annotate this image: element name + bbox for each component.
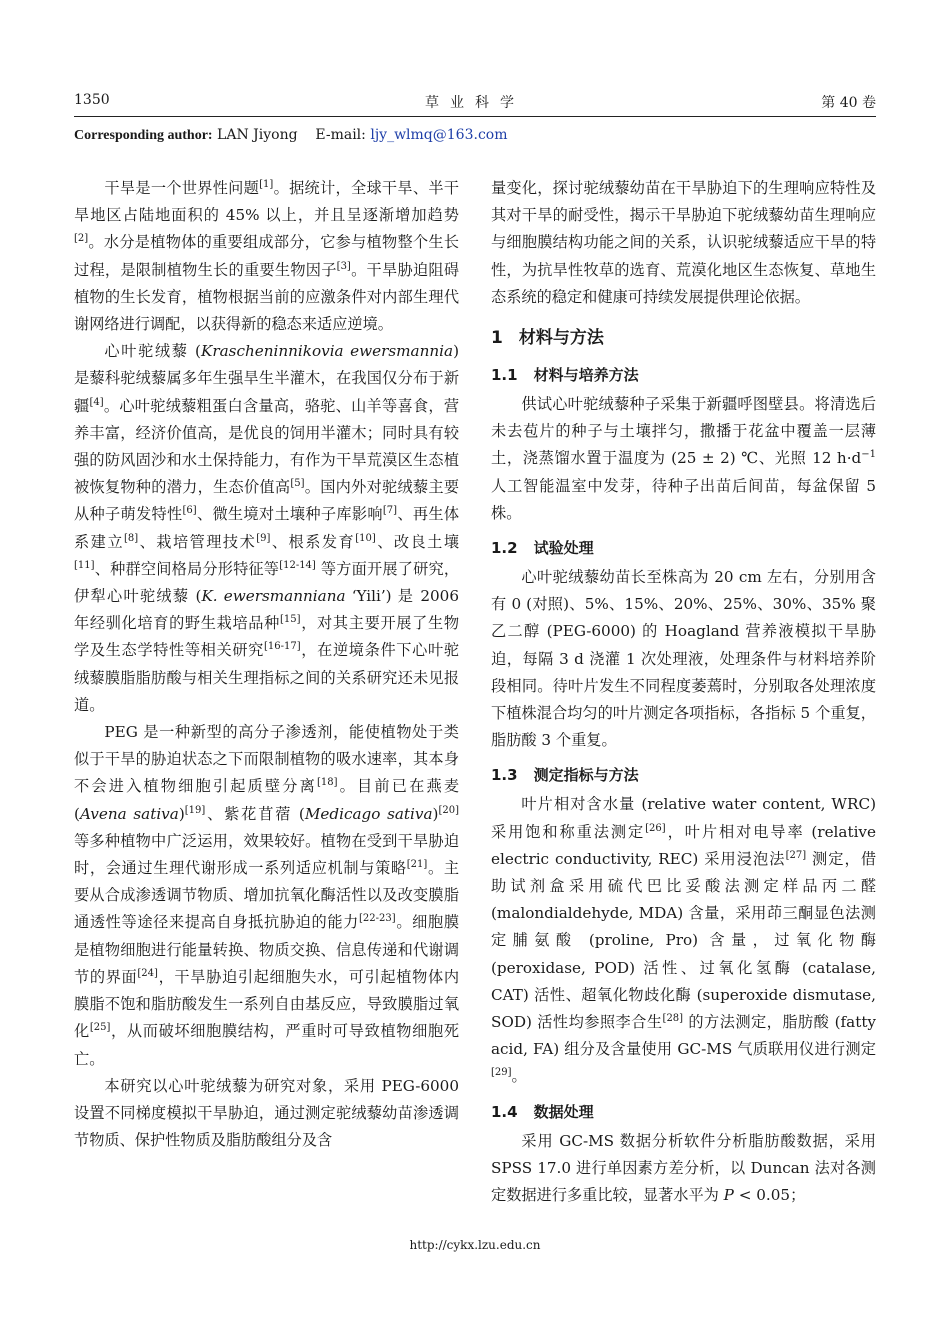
citation[interactable]: [6]: [182, 505, 197, 517]
citation[interactable]: [4]: [89, 396, 104, 408]
intro-paragraph-2: 心叶驼绒藜 (Krascheninnikovia ewersmannia) 是藜科驼绒藜属多年生强旱生半灌木，在我国仅分布于新疆[4]。心叶驼绒藜粗蛋白含量高，骆驼、山羊等喜食，营养丰富，经济价值高，是优良的饲用半灌木；同时具有较强的防风固沙和水土保持能力，有作为干旱荒漠区生态植被恢复物种的潜力，生态价值高[5]。国内外对驼绒藜主要从种子萌发特性[6]、微生境对土壤种子库影响[7]、再生体系建立[8]、栽培管理技术[9]、根系发育[10]、改良土壤[11]、种群空间格局分形特征等[12-14] 等方面开展了研究，伊犁心叶驼绒藜 (K. ewersmanniana ‘Yili’) 是 2006 年经驯化培育的野生栽培品种[15]，对其主要开展了生物学及生态学特性等相关研究[16-17]，在逆境条件下心叶驼绒藜膜脂脂肪酸与相关生理指标之间的关系研究还未见报道。: [74, 342, 460, 714]
author-name: LAN Jiyong: [212, 127, 298, 143]
citation[interactable]: [24]: [137, 967, 158, 979]
intro-paragraph-4-continued: 量变化，探讨驼绒藜幼苗在干旱胁迫下的生理响应特性及其对干旱的耐受性，揭示干旱胁迫下驼绒藜幼苗生理响应与细胞膜结构功能之间的关系，认识驼绒藜适应干旱的特性，为抗旱性牧草的选育、荒漠化地区生态恢复、草地生态系统的稳定和健康可持续发展提供理论依据。: [491, 179, 876, 306]
data-processing-paragraph: 采用 GC-MS 数据分析软件分析脂肪酸数据，采用 SPSS 17.0 进行单因素方差分析，以 Duncan 法对各测定数据进行多重比较，显著水平为 P < 0.05；: [491, 1131, 876, 1205]
citation[interactable]: [10]: [355, 532, 376, 544]
corresponding-author-line: [74, 127, 508, 144]
section-heading-1: 1 材料与方法: [491, 328, 604, 349]
methods-paragraph: 叶片相对含水量 (relative water content, WRC) 采用饱和称重法测定[26]，叶片相对电导率 (relative electric conductivity, REC) 采用浸泡法[27] 测定，借助试剂盒采用硫代巴比妥酸法测定样品丙二醛 (malondialdehyde, MDA) 含量，采用茚三酮显色法测定脯氨酸 (proline, Pro) 含量，过氧化物酶 (peroxidase, POD) 活性、过氧化氢酶 (catalase, CAT) 活性、超氧化物歧化酶 (superoxide dismutase, SOD) 活性均参照李合生[28] 的方法测定，脂肪酸 (fatty acid, FA) 组分及含量使用 GC-MS 气质联用仪进行测定[29]。: [491, 795, 877, 1086]
left-column: [74, 175, 459, 1154]
volume-label: 第 40 卷: [821, 95, 876, 111]
citation[interactable]: [9]: [256, 532, 271, 544]
right-column: [491, 175, 876, 1209]
journal-title: 草业科学: [425, 95, 525, 111]
page-number: 1350: [74, 92, 110, 108]
citation[interactable]: [16-17]: [264, 641, 301, 653]
citation[interactable]: [11]: [74, 559, 95, 571]
citation[interactable]: [1]: [259, 178, 274, 190]
citation[interactable]: [26]: [645, 822, 666, 834]
subsection-heading-1-1: 1.1 材料与培养方法: [491, 366, 639, 385]
citation[interactable]: [21]: [406, 859, 428, 871]
treatment-paragraph: 心叶驼绒藜幼苗长至株高为 20 cm 左右，分别用含有 0 (对照)、5%、15%、20%、25%、30%、35% 聚乙二醇 (PEG-6000) 的 Hoagland 营养液模拟干旱胁迫，每隔 3 d 浇灌 1 次处理液，处理条件与材料培养阶段相同。待叶片发生不同程度萎蔫时，分别取各处理浓度下植株混合均匀的叶片测定各项指标，各指标 5 个重复，脂肪酸 3 个重复。: [491, 568, 876, 750]
intro-paragraph-3: PEG 是一种新型的高分子渗透剂，能使植物处于类似于干旱的胁迫状态之下而限制植物的吸水速率，其本身不会进入植物细胞引起质壁分离[18]。目前已在燕麦 (Avena sativa)[19]、紫花苜蓿 (Medicago sativa)[20] 等多种植物中广泛运用，效果较好。植物在受到干旱胁迫时，会通过生理代谢形成一系列适应机制与策略[21]。主要从合成渗透调节物质、增加抗氧化酶活性以及改变膜脂通透性等途径来提高自身抵抗胁迫的能力[22-23]。细胞膜是植物细胞进行能量转换、物质交换、信息传递和代谢调节的界面[24]，干旱胁迫引起细胞失水，可引起植物体内膜脂不饱和脂肪酸发生一系列自由基反应，导致膜脂过氧化[25]，从而破坏细胞膜结构，严重时可导致植物细胞死亡。: [74, 723, 460, 1068]
citation[interactable]: [22-23]: [359, 913, 396, 925]
citation[interactable]: [2]: [74, 233, 89, 245]
citation[interactable]: [20]: [438, 804, 459, 816]
citation[interactable]: [5]: [290, 478, 305, 490]
citation[interactable]: [29]: [491, 1067, 512, 1079]
citation[interactable]: [19]: [184, 804, 206, 816]
citation[interactable]: [12-14]: [279, 559, 316, 571]
materials-paragraph: 供试心叶驼绒藜种子采集于新疆呼图壁县。将清选后未去苞片的种子与土壤拌匀，撒播于花盆中覆盖一层薄土，浇蒸馏水置于温度为 (25 ± 2) ℃、光照 12 $h\cdot d^{-1}$ 人工智能温室中发芽，待种子出苗后间苗，每盆保留 5 株。: [491, 395, 876, 522]
citation[interactable]: [15]: [280, 614, 301, 626]
citation[interactable]: [18]: [316, 777, 338, 789]
citation[interactable]: [7]: [382, 505, 398, 517]
subsection-heading-1-4: 1.4 数据处理: [491, 1102, 594, 1121]
citation[interactable]: [8]: [123, 532, 139, 544]
citation[interactable]: [3]: [336, 260, 351, 272]
citation[interactable]: [28]: [662, 1013, 684, 1025]
intro-paragraph-4: 本研究以心叶驼绒藜为研究对象，采用 PEG-6000 设置不同梯度模拟干旱胁迫，通过测定驼绒藜幼苗渗透调节物质、保护性物质及脂肪酸组分及含: [74, 1076, 459, 1150]
subsection-heading-1-2: 1.2 试验处理: [491, 539, 594, 558]
footer-url[interactable]: http://cykx.lzu.edu.cn: [409, 1238, 541, 1252]
citation[interactable]: [27]: [785, 849, 807, 861]
citation[interactable]: [25]: [89, 1022, 111, 1034]
page-header: [74, 92, 876, 114]
email-label: E-mail:: [315, 127, 371, 143]
email-link[interactable]: ljy_wlmq@163.com: [370, 127, 508, 143]
intro-paragraph-1: 干旱是一个世界性问题[1]。据统计，全球干旱、半干旱地区占陆地面积的 45% 以上，并且呈逐渐增加趋势[2]。水分是植物体的重要组成部分，它参与植物整个生长过程，是限制植物生长的重要生物因子[3]。干旱胁迫阻碍植物的生长发育，植物根据当前的应激条件对内部生理代谢网络进行调配，以获得新的稳态来适应逆境。: [74, 178, 460, 334]
header-rule: [74, 116, 876, 117]
corresponding-label: Corresponding author:: [74, 128, 213, 143]
subsection-heading-1-3: 1.3 测定指标与方法: [491, 766, 639, 785]
